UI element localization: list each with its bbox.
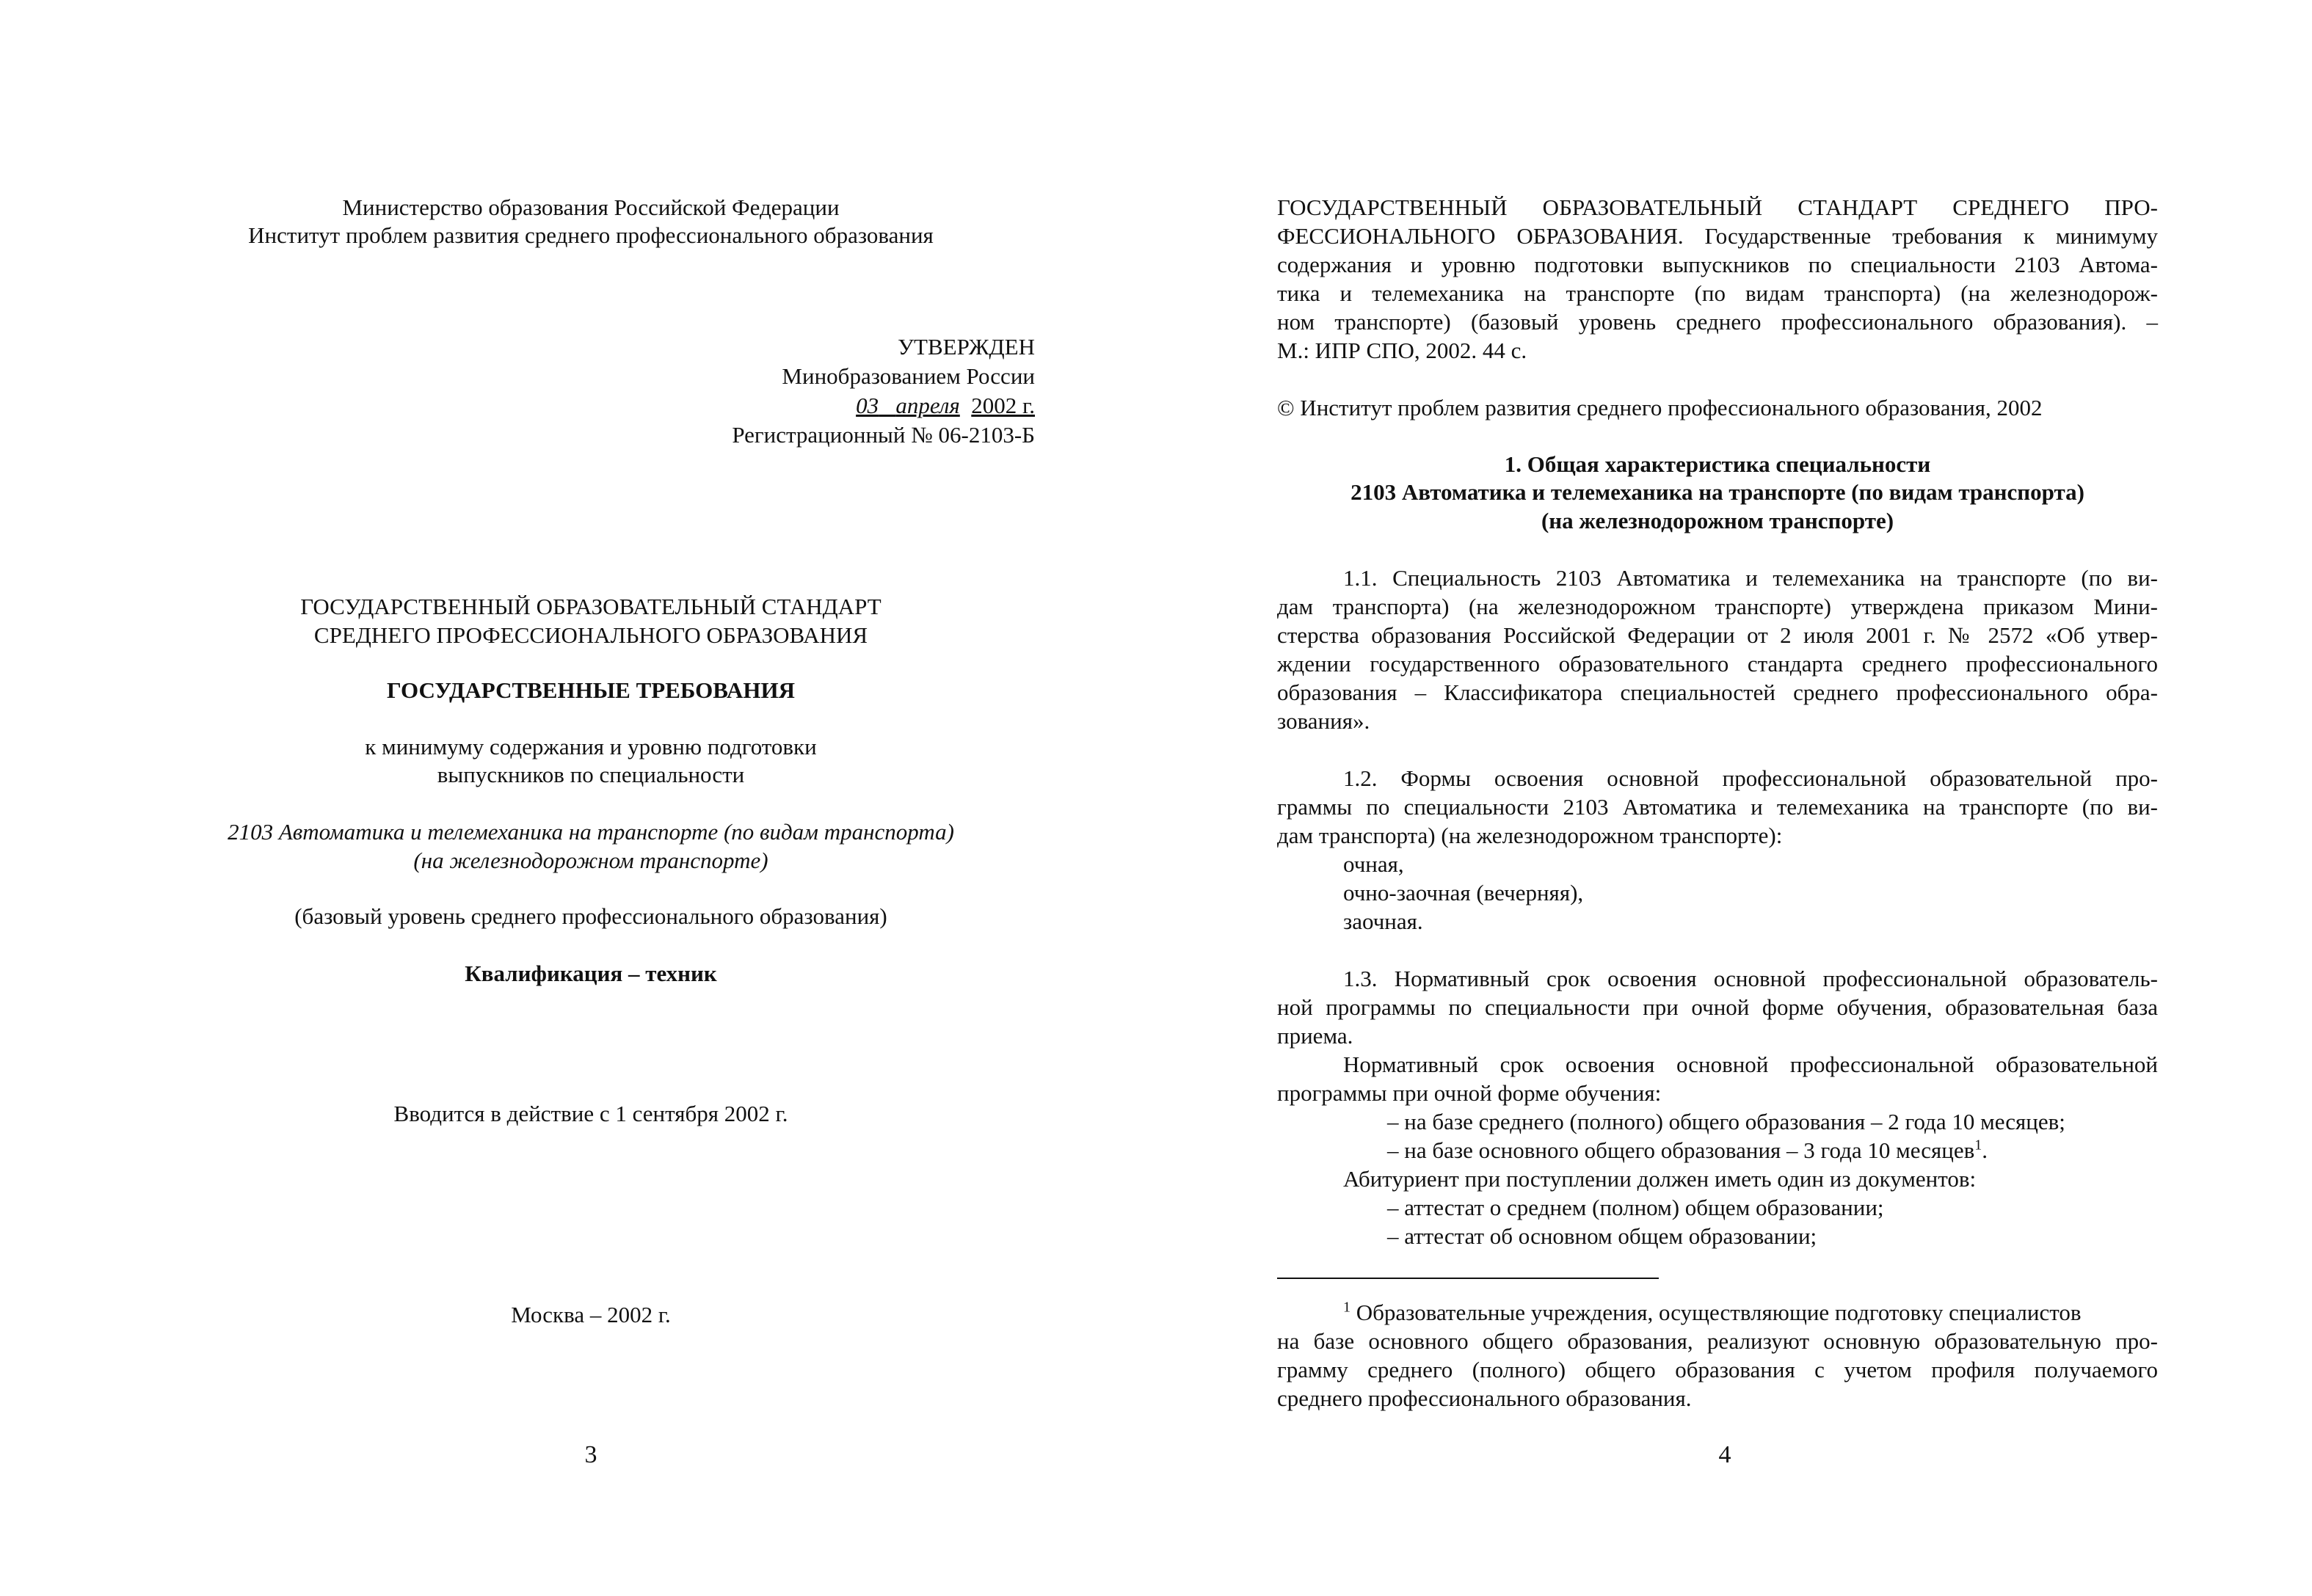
approved-title: УТВЕРЖДЕН: [898, 334, 1035, 360]
section-title-1: 1. Общая характеристика специальности: [1504, 451, 1931, 477]
footnote-line: на базе основного общего образования, реализуют основную образовательную про-: [1277, 1328, 2158, 1354]
approval-year: 2002 г.: [971, 393, 1035, 418]
specialty-line1: 2103 Автоматика и телемеханика на транспорте (по видам транспорта): [228, 819, 954, 845]
page-number-right: 4: [1718, 1441, 1731, 1468]
page-right: [1156, 0, 2312, 1596]
biblio-line: ном транспорте) (базовый уровень среднего профессионального образования). –: [1277, 309, 2158, 335]
paragraph-line: 1.3. Нормативный срок освоения основной профессиональной образователь-: [1343, 966, 2158, 991]
footnote-number: 1: [1343, 1299, 1351, 1316]
biblio-line: ФЕССИОНАЛЬНОГО ОБРАЗОВАНИЯ. Государственные требования к минимуму: [1277, 223, 2158, 249]
study-form: очно-заочная (вечерняя),: [1343, 880, 1584, 906]
footnote-ref: 1: [1974, 1137, 1982, 1154]
paragraph-line: ной программы по специальности при очной форме обучения, образовательная база: [1277, 994, 2158, 1020]
biblio-line: ГОСУДАРСТВЕННЫЙ ОБРАЗОВАТЕЛЬНЫЙ СТАНДАРТ СРЕДНЕГО ПРО-: [1277, 194, 2158, 220]
registration-number: Регистрационный № 06-2103-Б: [732, 422, 1035, 448]
approved-by: Минобразованием России: [782, 363, 1035, 389]
section-title-2: 2103 Автоматика и телемеханика на транспорте (по видам транспорта): [1351, 479, 2084, 505]
study-term-1: – на базе среднего (полного) общего образования – 2 года 10 месяцев;: [1387, 1109, 2065, 1134]
requirements-title: ГОСУДАРСТВЕННЫЕ ТРЕБОВАНИЯ: [387, 677, 795, 703]
paragraph-line: стерства образования Российской Федерации от 2 июля 2001 г. № 2572 «Об утвер-: [1277, 622, 2158, 648]
standard-title-line2: СРЕДНЕГО ПРОФЕССИОНАЛЬНОГО ОБРАЗОВАНИЯ: [313, 622, 868, 648]
city-year: Москва – 2002 г.: [511, 1302, 671, 1327]
copyright: © Институт проблем развития среднего профессионального образования, 2002: [1277, 395, 2043, 420]
applicant-doc: – аттестат об основном общем образовании;: [1387, 1223, 1817, 1249]
section-title-3: (на железнодорожном транспорте): [1541, 508, 1894, 533]
education-level: (базовый уровень среднего профессионального образования): [294, 903, 887, 929]
approval-month: апреля: [895, 393, 960, 418]
specialty-line2: (на железнодорожном транспорте): [413, 848, 768, 873]
standard-title-line1: ГОСУДАРСТВЕННЫЙ ОБРАЗОВАТЕЛЬНЫЙ СТАНДАРТ: [300, 594, 881, 619]
paragraph-line: 1.2. Формы освоения основной профессиональной образовательной про-: [1343, 765, 2158, 791]
paragraph-line: образования – Классификатора специальностей среднего профессионального обра-: [1277, 679, 2158, 705]
approval-day: 03: [856, 393, 879, 418]
study-form: заочная.: [1343, 908, 1423, 934]
biblio-line: тика и телемеханика на транспорте (по видам транспорта) (на железнодорож-: [1277, 280, 2158, 306]
paragraph-line: Нормативный срок освоения основной профессиональной образовательной: [1343, 1052, 2158, 1077]
paragraph-line: дам транспорта) (на железнодорожном транспорте) утверждена приказом Мини-: [1277, 594, 2158, 619]
biblio-line: М.: ИПР СПО, 2002. 44 с.: [1277, 338, 1527, 363]
applicant-docs-intro: Абитуриент при поступлении должен иметь один из документов:: [1343, 1166, 1977, 1192]
page-number-left: 3: [584, 1441, 597, 1468]
minimum-line2: выпускников по специальности: [437, 762, 745, 787]
footnote-line: $^1$ Образовательные учреждения, осуществляющие подготовку специалистов: [1343, 1299, 2082, 1325]
paragraph-line: программы при очной форме обучения:: [1277, 1080, 1662, 1106]
effective-date: Вводится в действие с 1 сентября 2002 г.: [393, 1101, 788, 1126]
ministry-name: Министерство образования Российской Федерации: [342, 194, 840, 220]
biblio-line: содержания и уровню подготовки выпускников по специальности 2103 Автома-: [1277, 252, 2158, 277]
paragraph-line: приема.: [1277, 1023, 1353, 1049]
footnote-line: среднего профессионального образования.: [1277, 1385, 1692, 1411]
applicant-doc: – аттестат о среднем (полном) общем образовании;: [1387, 1195, 1884, 1220]
study-term-2: – на базе основного общего образования – 3 года 10 месяцев$^1$.: [1387, 1137, 1988, 1163]
footnote-line: грамму среднего (полного) общего образования с учетом профиля получаемого: [1277, 1357, 2158, 1382]
paragraph-line: 1.1. Специальность 2103 Автоматика и телемеханика на транспорте (по ви-: [1343, 565, 2158, 591]
paragraph-line: дам транспорта) (на железнодорожном транспорте):: [1277, 823, 1783, 848]
institute-name: Институт проблем развития среднего профессионального образования: [248, 222, 934, 248]
paragraph-line: ждении государственного образовательного стандарта среднего профессионального: [1277, 651, 2158, 677]
paragraph-line: граммы по специальности 2103 Автоматика и телемеханика на транспорте (по ви-: [1277, 794, 2158, 820]
footnote-divider: [1277, 1278, 1659, 1279]
qualification: Квалификация – техник: [465, 961, 717, 986]
approval-date: [661, 390, 1035, 420]
study-form: очная,: [1343, 851, 1404, 877]
paragraph-line: зования».: [1277, 708, 1370, 734]
minimum-line1: к минимуму содержания и уровню подготовки: [365, 734, 817, 759]
